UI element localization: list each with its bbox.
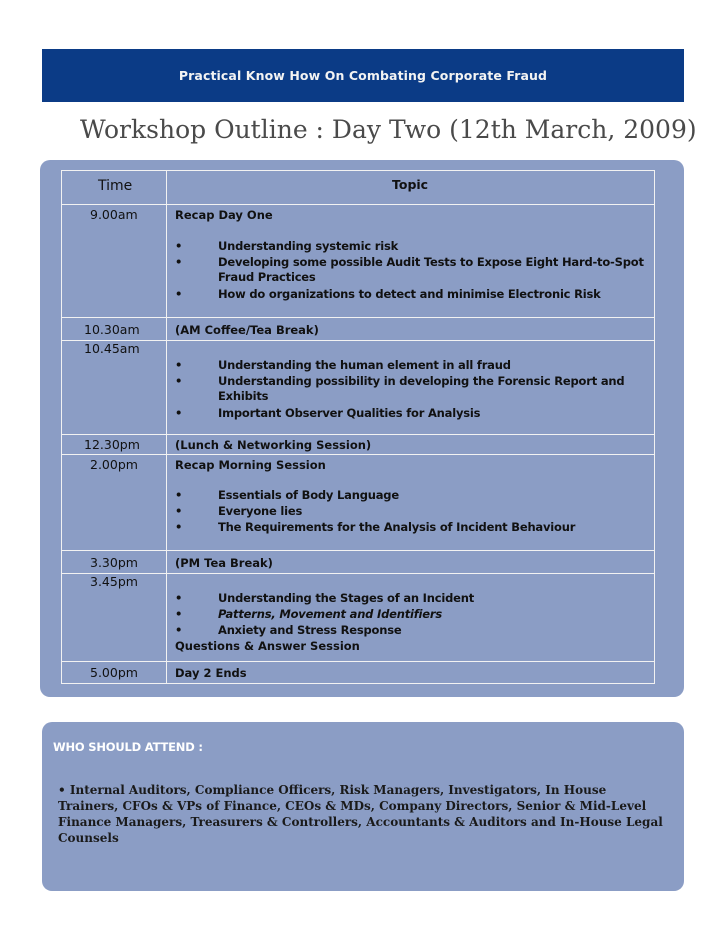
banner-title: Practical Know How On Combating Corporate Fraud [178, 68, 548, 83]
session-closing: Questions & Answer Session [175, 639, 360, 653]
session-time: 9.00am [90, 207, 138, 222]
topic-bullet: Developing some possible Audit Tests to Expose Eight Hard-to-Spot Fraud Practices [218, 255, 644, 284]
topic-bullet: The Requirements for the Analysis of Incident Behaviour [218, 520, 576, 534]
bullet-icon: • [175, 255, 183, 269]
session-time: 12.30pm [84, 437, 140, 452]
session-time: 3.45pm [90, 574, 138, 589]
page-title: Workshop Outline : Day Two (12th March, 2009) [80, 115, 697, 144]
bullet-icon: • [175, 504, 183, 518]
topic-bullet: Patterns, Movement and Identifiers [218, 607, 443, 621]
column-divider [166, 171, 167, 204]
topic-bullet: How do organizations to detect and minimise Electronic Risk [218, 287, 601, 301]
topic-bullet: Understanding possibility in developing the Forensic Report and Exhibits [218, 374, 625, 403]
session-topic: Recap Day One [175, 208, 273, 222]
session-time: 3.30pm [90, 555, 138, 570]
time-column-header: Time [98, 178, 133, 194]
bullet-icon: • [175, 623, 183, 637]
topic-bullet: Anxiety and Stress Response [218, 623, 402, 637]
topic-bullet: Understanding systemic risk [218, 239, 399, 253]
bullet-icon: • [175, 358, 183, 372]
topic-bullet: Understanding the Stages of an Incident [218, 591, 475, 605]
table-row [61, 455, 655, 551]
bullet-icon: • [175, 374, 183, 388]
table-row [61, 435, 655, 455]
session-topic: Recap Morning Session [175, 458, 326, 472]
session-topic: (Lunch & Networking Session) [175, 438, 372, 452]
topic-bullet: Important Observer Qualities for Analysis [218, 406, 481, 420]
bullet-icon: • [175, 406, 183, 420]
attendees-text: Internal Auditors, Compliance Officers, Risk Managers, Investigators, In House Trainers, CFOs & VPs of Finance, CEOs & MDs, Company Directors, Senior & Mid-Level Finance Managers, Treasurers & Controllers, Accountants & Auditors and In-House Legal Counsels [58, 783, 663, 845]
topic-bullet: Essentials of Body Language [218, 488, 399, 502]
session-topic: (PM Tea Break) [175, 556, 273, 570]
session-topic: Day 2 Ends [175, 666, 247, 680]
table-row [61, 551, 655, 662]
session-time: 10.30am [84, 322, 140, 337]
bullet-icon: • [175, 239, 183, 253]
bullet-icon: • [58, 783, 66, 797]
table-header [61, 170, 655, 205]
session-time: 2.00pm [90, 457, 138, 472]
topic-bullet: Understanding the human element in all fraud [218, 358, 511, 372]
bullet-icon: • [175, 607, 183, 621]
schedule-table [61, 170, 655, 684]
session-topic: (AM Coffee/Tea Break) [175, 323, 319, 337]
bullet-icon: • [175, 591, 183, 605]
session-time: 5.00pm [90, 665, 138, 680]
session-time: 10.45am [84, 341, 140, 356]
attendees-title: WHO SHOULD ATTEND : [53, 740, 203, 754]
attendees-list [58, 782, 668, 846]
table-row [61, 662, 655, 684]
bullet-icon: • [175, 488, 183, 502]
table-row [61, 205, 655, 318]
bullet-icon: • [175, 520, 183, 534]
topic-bullet: Everyone lies [218, 504, 303, 518]
bullet-icon: • [175, 287, 183, 301]
header-banner [42, 49, 684, 102]
table-row [61, 318, 655, 435]
topic-column-header: Topic [392, 177, 429, 192]
